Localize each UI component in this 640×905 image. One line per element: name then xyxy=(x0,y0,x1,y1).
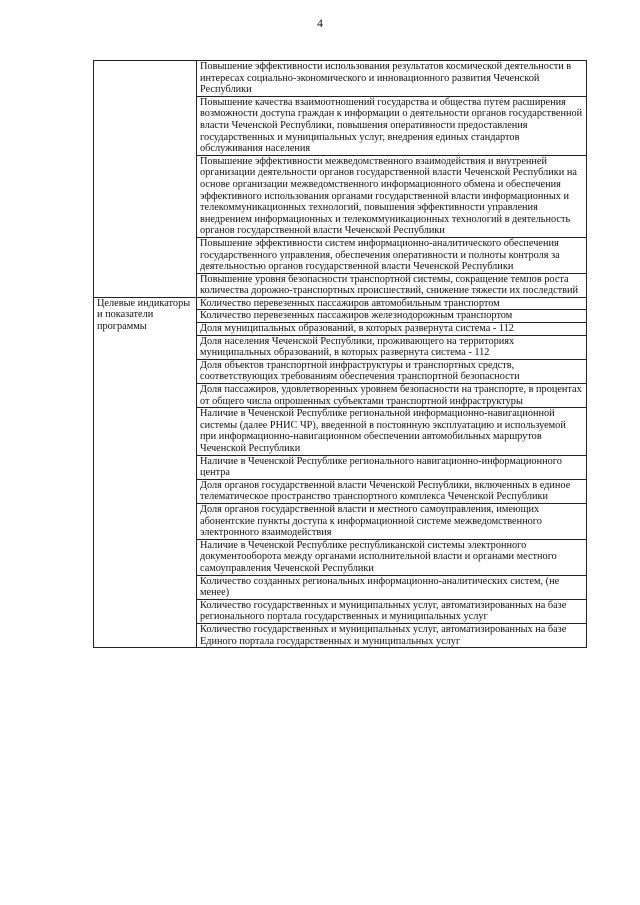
program-passport-table xyxy=(93,60,587,648)
page-number: 4 xyxy=(317,16,323,30)
indicators-label: Целевые индикаторы и показатели программы xyxy=(94,297,197,647)
indicator-cell: Доля муниципальных образований, в которых развернута система - 112 xyxy=(197,323,587,336)
empty-label-cell xyxy=(94,61,197,298)
indicator-cell: Доля пассажиров, удовлетворенных уровнем безопасности на транспорте, в процентах от общего числа опрошенных субъектами транспортной инфраструктуры xyxy=(197,384,587,408)
indicator-cell: Количество перевезенных пассажиров автомобильным транспортом xyxy=(197,297,587,310)
indicator-cell: Доля органов государственной власти Чеченской Республики, включенных в единое телематическое пространство транспортного комплекса Чеченской Республики xyxy=(197,479,587,503)
indicator-cell: Наличие в Чеченской Республике региональной информационно-навигационной системы (далее РНИС ЧР), введенной в постоянную эксплуатацию и используемой при информационно-навигационном обеспечении автомобильных маршрутов Чеченской Республики xyxy=(197,408,587,455)
indicator-cell: Количество государственных и муниципальных услуг, автоматизированных на базе Единого портала государственных и муниципальных услуг xyxy=(197,623,587,647)
indicator-cell: Количество созданных региональных информационно-аналитических систем, (не менее) xyxy=(197,575,587,599)
indicator-cell: Доля органов государственной власти и местного самоуправления, имеющих абонентские пункты доступа к информационной системе межведомственного электронного взаимодействия xyxy=(197,503,587,539)
indicator-cell: Количество перевезенных пассажиров железнодорожным транспортом xyxy=(197,310,587,323)
indicator-cell: Доля объектов транспортной инфраструктуры и транспортных средств, соответствующих требованиям обеспечения транспортной безопасности xyxy=(197,359,587,383)
goal-cell: Повышение эффективности межведомственного взаимодействия и внутренней организации деятельности органов государственной власти Чеченской Республики на основе организации межведомственного информационного обмена и обеспечения эффективного использования органами государственной власти информационных и телекоммуникационных технологий, повышения эффективности управления внедрением информационных и телекоммуникационных технологий в деятельность органов государственной власти Чеченской Республики xyxy=(197,155,587,237)
indicator-cell: Доля населения Чеченской Республики, проживающего на территориях муниципальных образований, в которых развернута система - 112 xyxy=(197,335,587,359)
table-row xyxy=(94,61,587,97)
goal-cell: Повышение эффективности использования результатов космической деятельности в интересах социально-экономического и инновационного развития Чеченской Республики xyxy=(197,61,587,97)
indicator-cell: Наличие в Чеченской Республике республиканской системы электронного документооборота между органами исполнительной власти и органами местного самоуправления Чеченской Республики xyxy=(197,539,587,575)
table-row xyxy=(94,297,587,310)
indicator-cell: Количество государственных и муниципальных услуг, автоматизированных на базе регионального портала государственных и муниципальных услуг xyxy=(197,599,587,623)
goal-cell: Повышение эффективности систем информационно-аналитического обеспечения государственного управления, обеспечения оперативности и полноты контроля за деятельностью органов государственной власти Чеченской Республики xyxy=(197,237,587,273)
goal-cell: Повышение качества взаимоотношений государства и общества путем расширения возможности доступа граждан к информации о деятельности органов государственной власти Чеченской Республики, повышения оперативности предоставления государственных и муниципальных услуг, внедрения единых стандартов обслуживания населения xyxy=(197,96,587,155)
goal-cell: Повышение уровня безопасности транспортной системы, сокращение темпов роста количества дорожно-транспортных происшествий, снижение тяжести их последствий xyxy=(197,273,587,297)
indicator-cell: Наличие в Чеченской Республике регионального навигационно-информационного центра xyxy=(197,455,587,479)
